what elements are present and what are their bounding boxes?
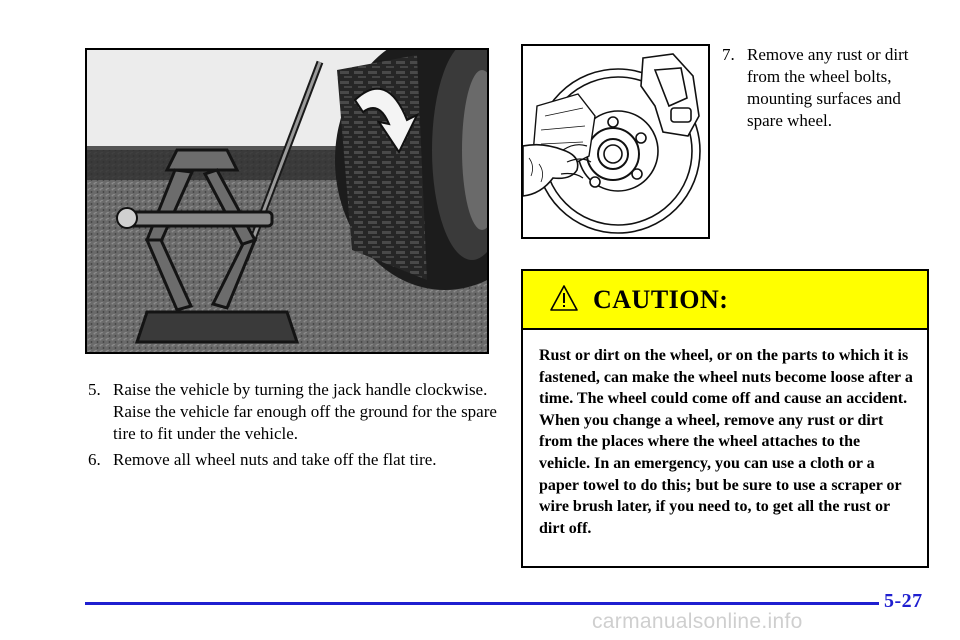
step-number: 7. xyxy=(722,45,735,64)
page-number: 5-27 xyxy=(884,590,923,612)
wheel-hub-illustration xyxy=(521,44,710,239)
warning-triangle-icon xyxy=(549,284,579,312)
step-5 xyxy=(88,379,498,445)
watermark: carmanualsonline.info xyxy=(592,610,803,633)
step-text: Remove all wheel nuts and take off the flat tire. xyxy=(113,450,437,469)
footer-rule xyxy=(85,602,879,605)
step-number: 5. xyxy=(88,380,101,399)
caution-header xyxy=(523,271,927,330)
step-7 xyxy=(722,44,932,132)
caution-title: CAUTION: xyxy=(593,284,729,314)
jack-photo xyxy=(85,48,489,354)
caution-box xyxy=(521,269,929,568)
step-text: Remove any rust or dirt from the wheel bolts, mounting surfaces and spare wheel. xyxy=(747,45,909,130)
caution-text: Rust or dirt on the wheel, or on the parts to which it is fastened, can make the wheel nuts become loose after a time. The wheel could come off and cause an accident. When you change a wheel, remove any rust or dirt from the places where the wheel attaches to the vehicle. In an emergency, you can use a cloth or a paper towel to do this; but be sure to use a scraper or wire brush later, if you need to, to get all the rust or dirt off. xyxy=(539,347,913,537)
step-text: Raise the vehicle by turning the jack handle clockwise. Raise the vehicle far enough off the ground for the spare tire to fit under the vehicle. xyxy=(113,380,497,443)
step-number: 6. xyxy=(88,450,101,469)
step-6 xyxy=(88,449,498,471)
